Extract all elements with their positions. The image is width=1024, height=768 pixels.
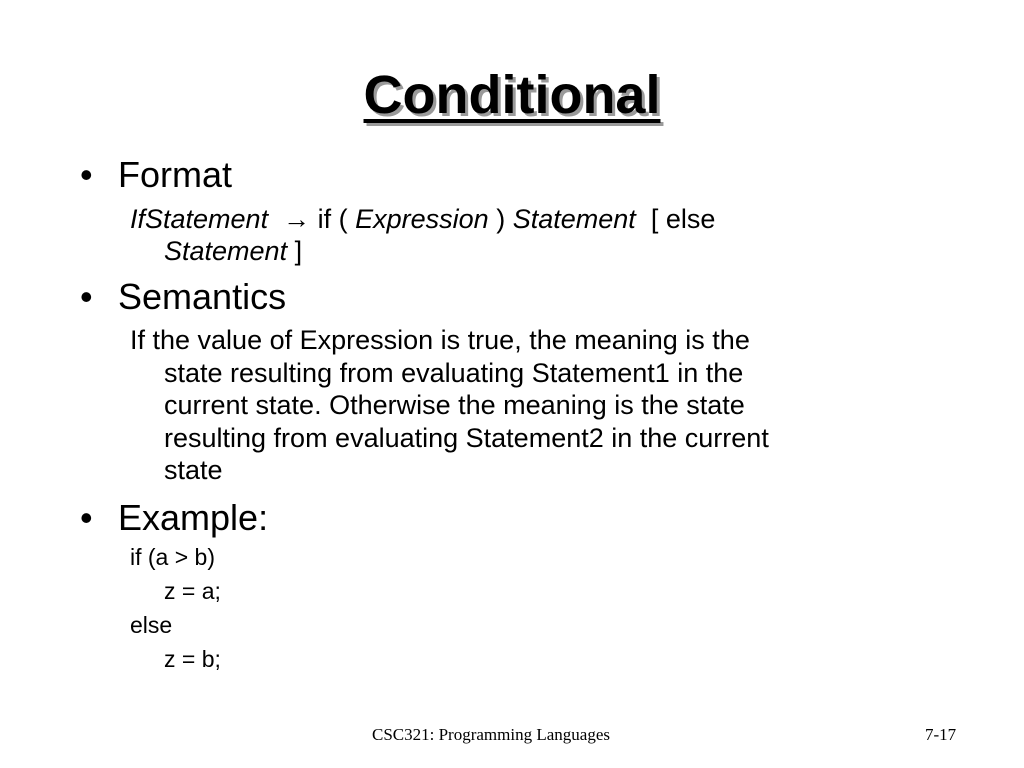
rule-statement1: Statement — [512, 204, 636, 234]
rule-continuation — [130, 235, 940, 267]
code-line-else-body: z = b; — [164, 646, 221, 672]
bullet-semantics — [80, 277, 286, 317]
arrow-icon: → — [283, 204, 311, 234]
bullet-dot: • — [80, 154, 93, 195]
footer-page-number: 7-17 — [925, 725, 957, 744]
bullet-dot: • — [80, 497, 93, 538]
footer-course: CSC321: Programming Languages — [372, 725, 610, 744]
code-line-then: z = a; — [164, 578, 221, 604]
bullet-format — [80, 155, 232, 195]
slide-title: Conditional — [363, 65, 661, 125]
semantics-line: state resulting from evaluating Statement1 in the — [164, 357, 744, 388]
semantics-paragraph — [130, 324, 930, 487]
semantics-line: If the value of Expression is true, the meaning is the — [130, 325, 750, 355]
rule-else-part: [ else — [650, 204, 716, 234]
semantics-line: state — [164, 455, 223, 485]
bullet-format-label: Format — [118, 154, 233, 195]
rule-close-paren: ) — [496, 204, 506, 234]
bullet-semantics-label: Semantics — [118, 276, 287, 317]
semantics-line: resulting from evaluating Statement2 in the current — [164, 422, 769, 453]
code-line-else: else — [130, 612, 173, 638]
semantics-line: current state. Otherwise the meaning is the state — [164, 390, 745, 420]
rule-expression: Expression — [355, 204, 489, 234]
bullet-dot: • — [80, 276, 93, 317]
rule-if-open: if ( — [317, 204, 348, 234]
rule-nonterminal: IfStatement — [130, 204, 269, 234]
rule-close-bracket: ] — [294, 236, 303, 266]
bullet-example — [80, 498, 268, 538]
code-line-if: if (a > b) — [130, 544, 216, 570]
rule-statement2: Statement — [164, 236, 288, 266]
bullet-example-label: Example: — [118, 497, 269, 538]
format-rule — [130, 203, 940, 267]
